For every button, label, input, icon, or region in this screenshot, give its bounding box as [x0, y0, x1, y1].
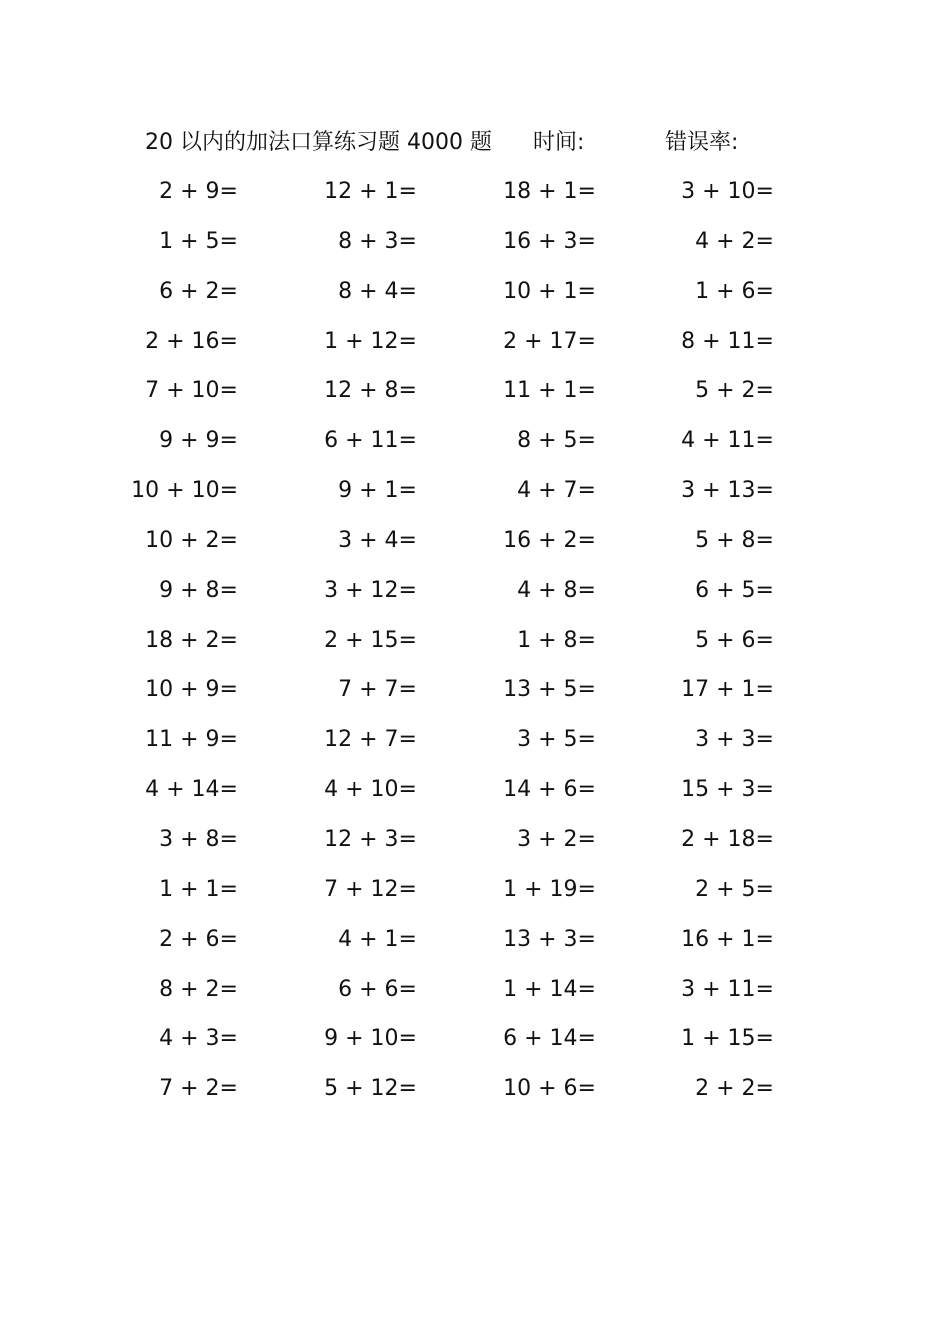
addition-problem: 1 + 15=: [681, 1026, 774, 1052]
problem-row: [0, 222, 950, 272]
addition-problem: 3 + 3=: [695, 727, 774, 753]
addition-problem: 12 + 1=: [324, 179, 417, 204]
addition-problem: 8 + 2=: [159, 976, 238, 1002]
addition-problem: 4 + 2=: [695, 228, 774, 254]
problem-row: [0, 521, 950, 571]
time-label: 时间:: [533, 130, 585, 155]
addition-problem: 10 + 2=: [145, 527, 238, 553]
addition-problem: 7 + 10=: [145, 378, 238, 404]
addition-problem: 2 + 16=: [145, 328, 238, 354]
addition-problem: 12 + 3=: [324, 826, 417, 852]
problem-row: [0, 371, 950, 421]
worksheet-title: 20 以内的加法口算练习题 4000 题: [145, 130, 492, 155]
problem-row: [0, 1019, 950, 1069]
addition-problem: 1 + 14=: [503, 976, 596, 1002]
addition-problem: 11 + 1=: [503, 378, 596, 404]
addition-problem: 2 + 9=: [159, 179, 238, 204]
addition-problem: 3 + 8=: [159, 826, 238, 852]
problem-row: [0, 322, 950, 372]
addition-problem: 6 + 5=: [695, 577, 774, 603]
problem-row: [0, 272, 950, 322]
problem-row: [0, 970, 950, 1020]
problem-row: [0, 621, 950, 671]
addition-problem: 3 + 4=: [338, 527, 417, 553]
addition-problem: 7 + 12=: [324, 876, 417, 902]
addition-problem: 6 + 2=: [159, 278, 238, 304]
addition-problem: 4 + 1=: [338, 926, 417, 952]
addition-problem: 10 + 1=: [503, 278, 596, 304]
addition-problem: 3 + 10=: [681, 179, 774, 204]
problem-row: [0, 172, 950, 222]
addition-problem: 10 + 9=: [145, 677, 238, 703]
addition-problem: 8 + 3=: [338, 228, 417, 254]
addition-problem: 3 + 13=: [681, 478, 774, 504]
addition-problem: 18 + 2=: [145, 627, 238, 653]
addition-problem: 1 + 5=: [159, 228, 238, 254]
addition-problem: 4 + 3=: [159, 1026, 238, 1052]
addition-problem: 16 + 1=: [681, 926, 774, 952]
addition-problem: 8 + 5=: [517, 428, 596, 454]
addition-problem: 7 + 2=: [159, 1076, 238, 1102]
addition-problem: 2 + 6=: [159, 926, 238, 952]
addition-problem: 13 + 3=: [503, 926, 596, 952]
problem-row: [0, 770, 950, 820]
addition-problem: 2 + 5=: [695, 876, 774, 902]
error-rate-label: 错误率:: [665, 130, 739, 155]
addition-problem: 1 + 12=: [324, 328, 417, 354]
addition-problem: 2 + 15=: [324, 627, 417, 653]
addition-problem: 6 + 6=: [338, 976, 417, 1002]
addition-problem: 3 + 11=: [681, 976, 774, 1002]
addition-problem: 12 + 7=: [324, 727, 417, 753]
addition-problem: 8 + 4=: [338, 278, 417, 304]
addition-problem: 4 + 8=: [517, 577, 596, 603]
addition-problem: 9 + 8=: [159, 577, 238, 603]
addition-problem: 9 + 9=: [159, 428, 238, 454]
addition-problem: 11 + 9=: [145, 727, 238, 753]
addition-problem: 3 + 5=: [517, 727, 596, 753]
addition-problem: 7 + 7=: [338, 677, 417, 703]
problem-row: [0, 1069, 950, 1119]
addition-problem: 6 + 14=: [503, 1026, 596, 1052]
addition-problem: 2 + 2=: [695, 1076, 774, 1102]
addition-problem: 10 + 10=: [131, 478, 238, 504]
problem-row: [0, 870, 950, 920]
addition-problem: 16 + 3=: [503, 228, 596, 254]
problem-row: [0, 920, 950, 970]
addition-problem: 1 + 19=: [503, 876, 596, 902]
addition-problem: 1 + 8=: [517, 627, 596, 653]
addition-problem: 17 + 1=: [681, 677, 774, 703]
addition-problem: 3 + 2=: [517, 826, 596, 852]
addition-problem: 10 + 6=: [503, 1076, 596, 1102]
addition-problem: 5 + 2=: [695, 378, 774, 404]
addition-problem: 2 + 17=: [503, 328, 596, 354]
problem-row: [0, 471, 950, 521]
addition-problem: 5 + 8=: [695, 527, 774, 553]
addition-problem: 2 + 18=: [681, 826, 774, 852]
addition-problem: 13 + 5=: [503, 677, 596, 703]
addition-problem: 15 + 3=: [681, 777, 774, 803]
addition-problem: 5 + 6=: [695, 627, 774, 653]
addition-problem: 1 + 1=: [159, 876, 238, 902]
problem-row: [0, 670, 950, 720]
problem-row: [0, 720, 950, 770]
addition-problem: 4 + 14=: [145, 777, 238, 803]
problem-grid: [0, 172, 950, 1119]
addition-problem: 4 + 10=: [324, 777, 417, 803]
addition-problem: 14 + 6=: [503, 777, 596, 803]
addition-problem: 4 + 11=: [681, 428, 774, 454]
worksheet-header: [0, 126, 950, 160]
addition-problem: 18 + 1=: [503, 179, 596, 204]
addition-problem: 8 + 11=: [681, 328, 774, 354]
problem-row: [0, 820, 950, 870]
addition-problem: 9 + 10=: [324, 1026, 417, 1052]
addition-problem: 3 + 12=: [324, 577, 417, 603]
addition-problem: 1 + 6=: [695, 278, 774, 304]
addition-problem: 16 + 2=: [503, 527, 596, 553]
addition-problem: 5 + 12=: [324, 1076, 417, 1102]
addition-problem: 12 + 8=: [324, 378, 417, 404]
addition-problem: 6 + 11=: [324, 428, 417, 454]
addition-problem: 9 + 1=: [338, 478, 417, 504]
problem-row: [0, 571, 950, 621]
problem-row: [0, 421, 950, 471]
addition-problem: 4 + 7=: [517, 478, 596, 504]
